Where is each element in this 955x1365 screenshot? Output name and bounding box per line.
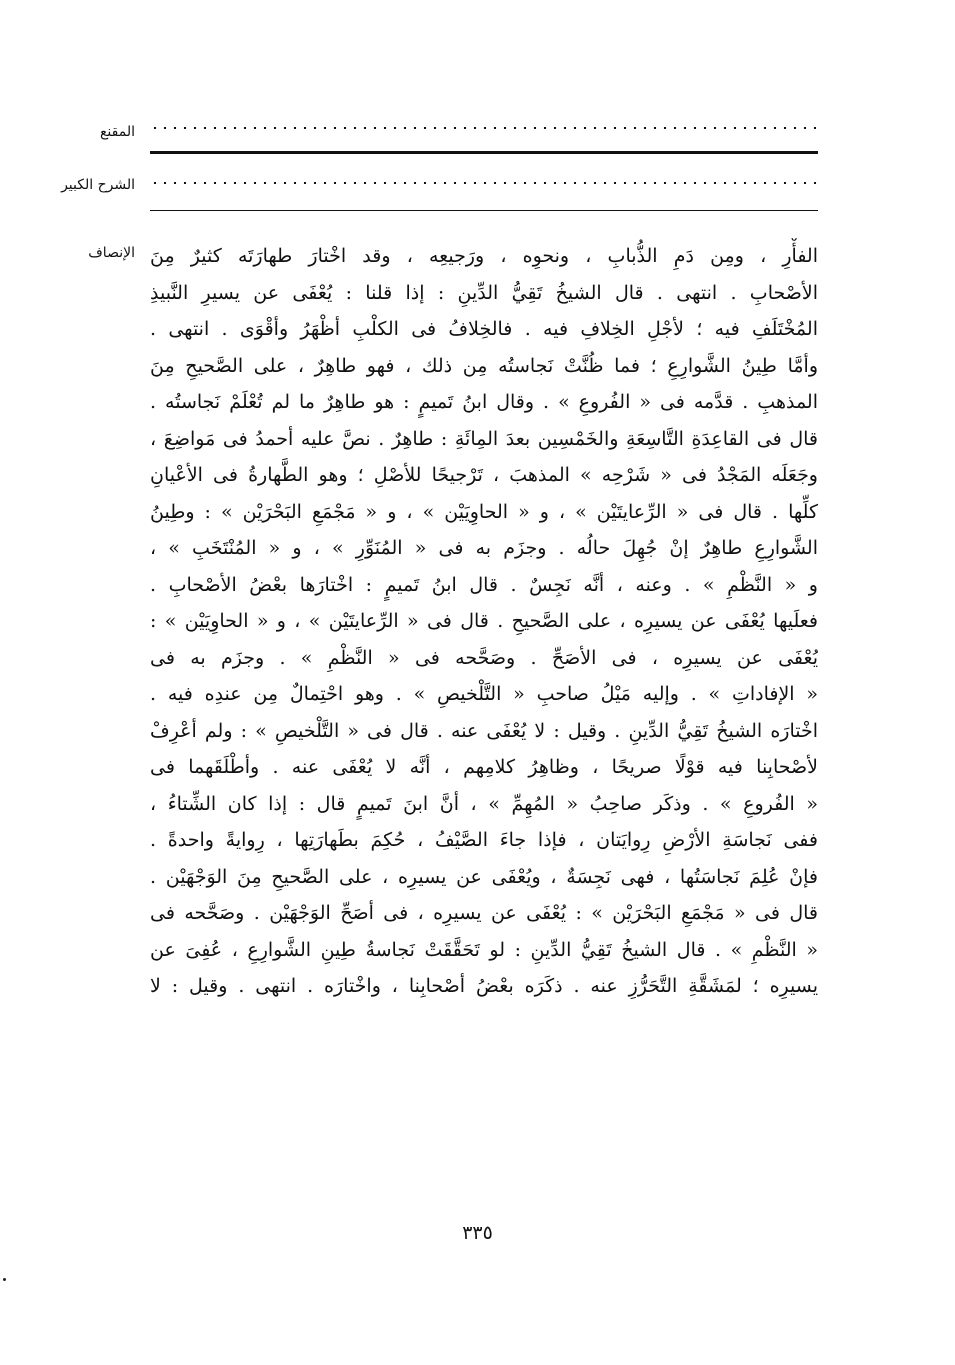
text-line: قال فى القاعِدَةِ التَّاسِعَةِ والخَمْسِين بعدَ المِائَةِ : طاهِرٌ . نصَّ عليه أحمدُ فى مَواضِعَ ، (150, 427, 818, 450)
text-line: « الإفاداتِ » . وإليه مَيْلُ صاحبِ « التَّلْخيصِ » . وهو احْتِمالٌ مِن عندِه فيه . (150, 683, 818, 705)
text-line: يُعْفَى عن يسيرِه ، فى الأصَحِّ . وصَحَّحه فى « النَّظْمِ » . وجزَم به فى (150, 646, 818, 669)
label-muqni: المقنع (99, 124, 135, 140)
insaf-body-text (150, 238, 818, 1005)
text-line: فإنْ عُلِمَ نَجاسَتُها ، فهى نَجِسَةٌ ، ويُعْفَى عن يسيرِه ، على الصَّحيحِ مِنَ الوَجْهَيْن . (150, 865, 818, 888)
sharh-separator-rule (150, 210, 818, 211)
muqni-separator-rule (150, 151, 818, 154)
text-line: فعلَيها يُعْفَى عن يسيرِه ، على الصَّحيحِ . قال فى « الرِّعايتَيْن » ، و « الحاوِيَيْن » : (150, 610, 818, 632)
label-insaf: الإنصاف (88, 245, 135, 261)
text-line: كلِّها . قال فى « الرِّعايتَيْن » ، و « الحاوِيَيْن » ، و « مَجْمَعِ البَحْرَيْن » : وطِينُ (150, 500, 818, 523)
text-line: وجَعَلَه المَجْدُ فى « شَرْحِه » المذهبَ ، تَرْجيحًا للأصْلِ ؛ وهو الطَّهارةُ فى الأعْيانِ (150, 464, 818, 486)
text-line: و « النَّظْمِ » . وعنه ، أنَّه نَجِسٌ . قال ابنُ تَميمٍ : اخْتارَها بعْضُ الأصْحابِ . (150, 573, 818, 596)
text-line: الشَّوارِعِ طاهِرٌ إنْ جُهِلَ حالُه . وجزَم به فى « المُنَوِّرِ » ، و « المُنْتَخَبِ » ، (150, 537, 818, 559)
text-line: اخْتارَه الشيخُ تَقِيُّ الدِّينِ . وقيل : لا يُعْفَى عنه . قال فى « التَّلْخيصِ » : ولم أعْرِفْ (150, 719, 818, 742)
text-line: المُخْتَلَفِ فيه ؛ لأجْلِ الخِلافِ فيه . فالخِلافُ فى الكلْبِ أظْهَرُ وأقْوَى . انتهى . (150, 318, 818, 340)
sharh-dotted-line (150, 182, 818, 184)
text-line: لأصْحابِنا فيه قوْلًا صريحًا ، وظاهِرُ كلامِهم ، أنَّه لا يُعْفَى عنه . وأطْلَقَهما فى (150, 756, 818, 778)
text-line: « النَّظْمِ » . قال الشيخُ تَقِيُّ الدِّينِ : لو تَحَقَّقَتْ نَجاسةُ طِينِ الشَّوارِعِ ، عُفِىَ عن (150, 938, 818, 961)
text-line: ففى نَجاسَةِ الأرْضِ رِوايَتان ، فإذا جاءَ الصَّيْفُ ، حُكِمَ بطَهارَتِها ، رِوايةً واحدةً . (150, 829, 818, 851)
text-line: الفأْرِ ، ومِن دَمِ الذُّبابِ ، ونحوِه ، ورَجيعِه ، وقد اخْتارَ طهارَتَه كثيرٌ مِنَ (150, 245, 818, 267)
text-line: يسيرِه ؛ لمَشَقَّةِ التَّحَرُّزِ عنه . ذكَرَه بعْضُ أصْحابِنا ، واخْتارَه . انتهى . وقيل : لا (150, 975, 818, 997)
text-line: المذهبِ . قدَّمه فى « الفُروعِ » . وقال ابنُ تَميمٍ : هو طاهِرٌ ما لم تُعْلَمْ نَجاستُه . (150, 391, 818, 413)
text-line: وأمَّا طِينُ الشَّوارِعِ ؛ فما ظُنَّتْ نَجاستُه مِن ذلك ، فهو طاهِرٌ ، على الصَّحيحِ مِنَ (150, 354, 818, 377)
scan-speck (3, 1278, 6, 1281)
text-line: قال فى « مَجْمَعِ البَحْرَيْن » : يُعْفَى عن يسيرِه ، فى أصَحِّ الوَجْهَيْن . وصَحَّحه فى (150, 902, 818, 924)
label-sharh-kabir: الشرح الكبير (61, 177, 135, 193)
text-line: « الفُروعِ » . وذكَر صاحِبُ « المُهِمِّ » ، أنَّ ابنَ تَميمٍ قال : إذا كان الشِّتاءُ ، (150, 792, 818, 815)
muqni-dotted-line (150, 127, 818, 129)
text-line: الأصْحابِ . انتهى . قال الشيخُ تَقِيُّ الدِّينِ : إذا قلنا : يُعْفَى عن يسيرِ النَّبيذِ (150, 281, 818, 304)
page-number: ٣٣٥ (462, 1222, 493, 1244)
